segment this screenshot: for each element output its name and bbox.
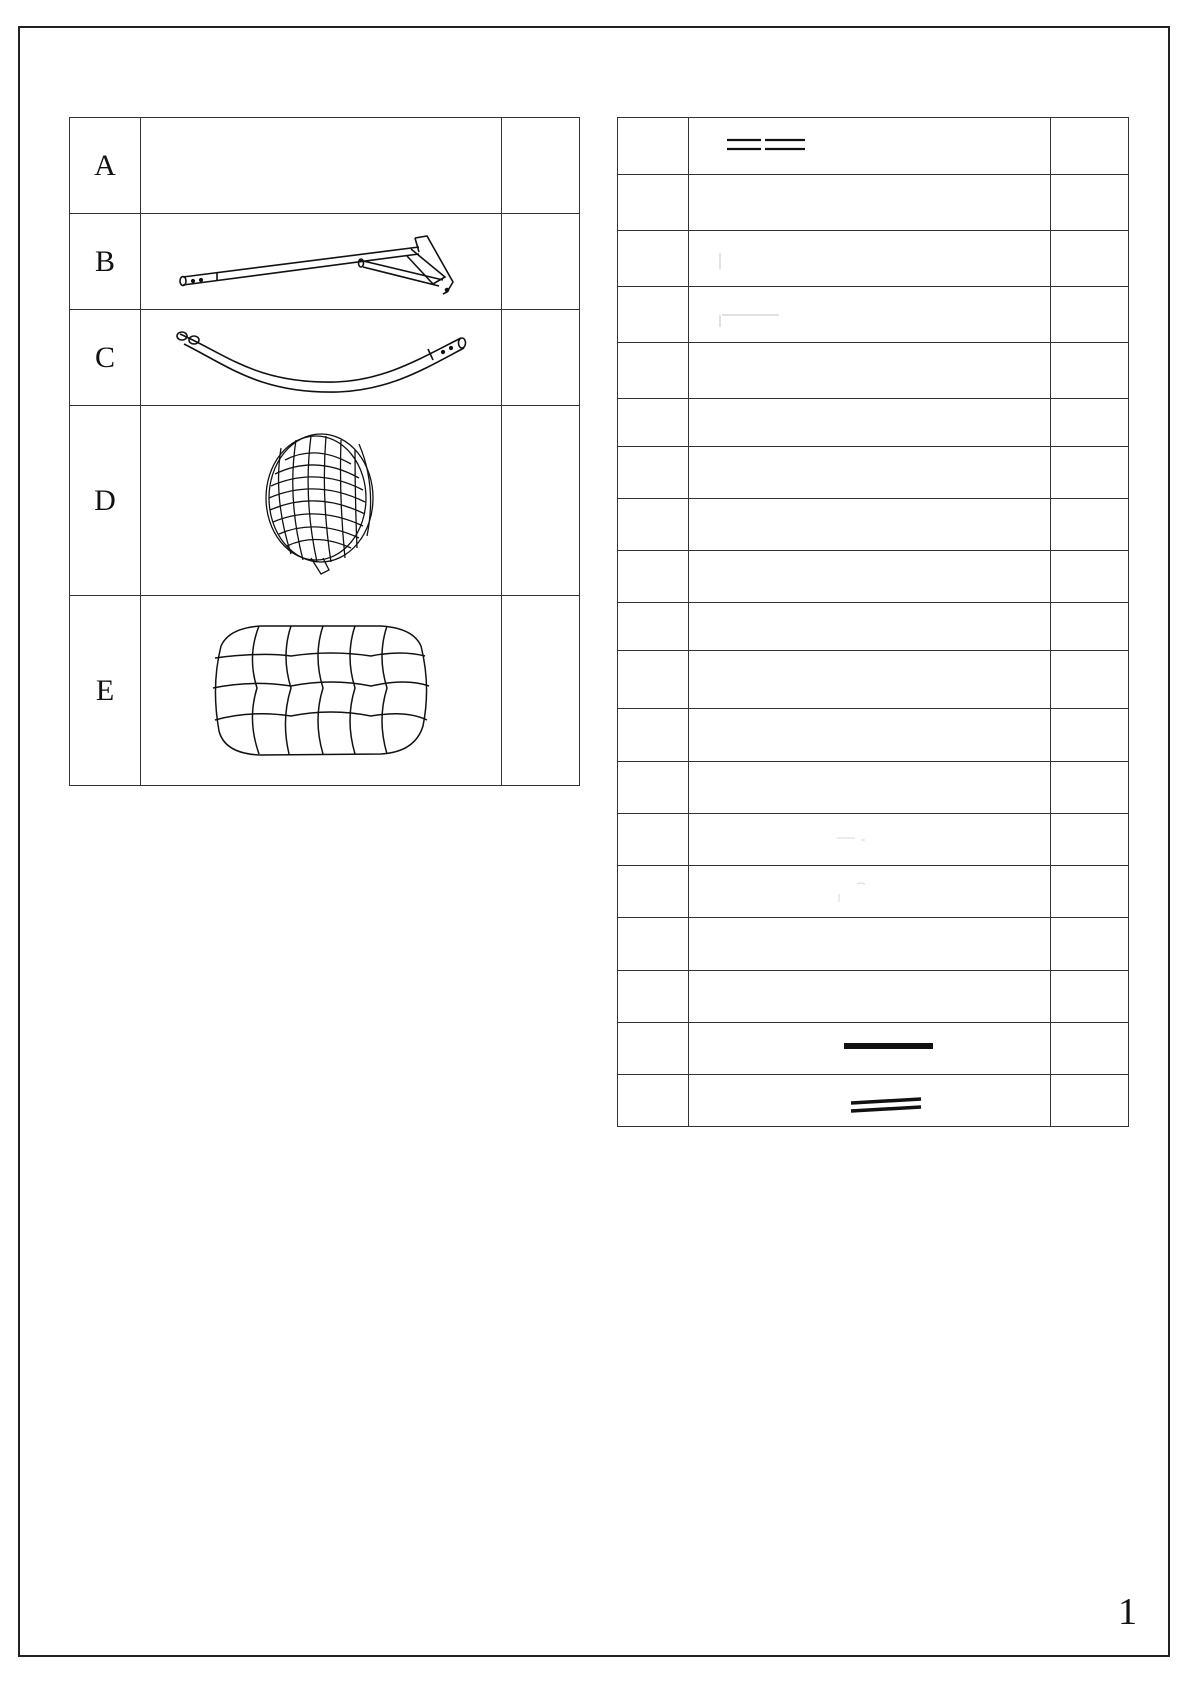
hardware-code bbox=[618, 814, 689, 866]
hardware-row bbox=[618, 918, 1129, 971]
hardware-code bbox=[618, 971, 689, 1023]
hardware-qty bbox=[1051, 343, 1129, 399]
hardware-qty bbox=[1051, 499, 1129, 551]
rattan-egg-chair-icon bbox=[251, 426, 391, 576]
hardware-row bbox=[618, 175, 1129, 231]
hardware-row bbox=[618, 651, 1129, 709]
hardware-table bbox=[617, 117, 1129, 1127]
hardware-row bbox=[618, 762, 1129, 814]
hardware-image bbox=[689, 971, 1051, 1023]
part-letter: A bbox=[70, 118, 141, 214]
page-number: 1 bbox=[1118, 1591, 1137, 1633]
hardware-row bbox=[618, 399, 1129, 447]
part-qty bbox=[502, 596, 580, 786]
faint-mark-icon bbox=[689, 872, 1050, 912]
hardware-qty bbox=[1051, 971, 1129, 1023]
hardware-code bbox=[618, 1023, 689, 1075]
hardware-image bbox=[689, 343, 1051, 399]
hardware-image bbox=[689, 709, 1051, 762]
hardware-qty bbox=[1051, 175, 1129, 231]
bracket-arm-icon bbox=[171, 222, 471, 302]
hardware-row bbox=[618, 231, 1129, 287]
tufted-cushion-icon bbox=[201, 616, 441, 766]
hardware-code bbox=[618, 447, 689, 499]
hardware-code bbox=[618, 175, 689, 231]
curved-tube-icon bbox=[166, 318, 476, 398]
hardware-image bbox=[689, 603, 1051, 651]
hardware-qty bbox=[1051, 1023, 1129, 1075]
hardware-code bbox=[618, 343, 689, 399]
hardware-image bbox=[689, 399, 1051, 447]
hardware-image bbox=[689, 447, 1051, 499]
hardware-qty bbox=[1051, 231, 1129, 287]
part-row-b bbox=[70, 214, 580, 310]
part-letter: E bbox=[70, 596, 141, 786]
hardware-row bbox=[618, 1075, 1129, 1127]
hardware-qty bbox=[1051, 866, 1129, 918]
hardware-row bbox=[618, 447, 1129, 499]
hardware-row bbox=[618, 709, 1129, 762]
part-letter: B bbox=[70, 214, 141, 310]
hardware-image bbox=[689, 499, 1051, 551]
double-bar-icon bbox=[689, 126, 1050, 166]
hardware-code bbox=[618, 651, 689, 709]
hardware-image bbox=[689, 175, 1051, 231]
hardware-code bbox=[618, 1075, 689, 1127]
hardware-qty bbox=[1051, 651, 1129, 709]
hardware-qty bbox=[1051, 287, 1129, 343]
hardware-row bbox=[618, 499, 1129, 551]
part-row-e bbox=[70, 596, 580, 786]
hardware-image bbox=[689, 762, 1051, 814]
hardware-code bbox=[618, 709, 689, 762]
part-row-a bbox=[70, 118, 580, 214]
hardware-row bbox=[618, 971, 1129, 1023]
hardware-row bbox=[618, 814, 1129, 866]
hardware-row bbox=[618, 866, 1129, 918]
hardware-qty bbox=[1051, 814, 1129, 866]
hardware-code bbox=[618, 866, 689, 918]
hardware-row bbox=[618, 603, 1129, 651]
hardware-code bbox=[618, 287, 689, 343]
hardware-image bbox=[689, 651, 1051, 709]
hardware-qty bbox=[1051, 918, 1129, 971]
hardware-code bbox=[618, 762, 689, 814]
hardware-row bbox=[618, 343, 1129, 399]
faint-mark-icon bbox=[689, 820, 1050, 860]
hardware-row bbox=[618, 118, 1129, 175]
part-row-c bbox=[70, 310, 580, 406]
hardware-qty bbox=[1051, 447, 1129, 499]
hardware-code bbox=[618, 551, 689, 603]
hardware-row bbox=[618, 551, 1129, 603]
thick-bar-icon bbox=[689, 1029, 1050, 1069]
part-qty bbox=[502, 214, 580, 310]
hardware-row bbox=[618, 1023, 1129, 1075]
part-image-empty bbox=[141, 118, 502, 214]
part-letter: C bbox=[70, 310, 141, 406]
part-row-d bbox=[70, 406, 580, 596]
faint-mark-icon bbox=[689, 295, 1050, 335]
hardware-qty bbox=[1051, 1075, 1129, 1127]
hardware-code bbox=[618, 918, 689, 971]
hardware-image bbox=[689, 918, 1051, 971]
hardware-qty bbox=[1051, 709, 1129, 762]
part-qty bbox=[502, 310, 580, 406]
part-letter: D bbox=[70, 406, 141, 596]
part-qty bbox=[502, 406, 580, 596]
hardware-code bbox=[618, 399, 689, 447]
hardware-qty bbox=[1051, 603, 1129, 651]
part-qty bbox=[502, 118, 580, 214]
hardware-code bbox=[618, 231, 689, 287]
faint-mark-icon bbox=[689, 239, 1050, 279]
hardware-qty bbox=[1051, 762, 1129, 814]
angled-double-bar-icon bbox=[689, 1081, 1050, 1121]
hardware-qty bbox=[1051, 551, 1129, 603]
hardware-image bbox=[689, 551, 1051, 603]
parts-table bbox=[69, 117, 580, 786]
hardware-code bbox=[618, 118, 689, 175]
hardware-qty bbox=[1051, 118, 1129, 175]
hardware-row bbox=[618, 287, 1129, 343]
hardware-code bbox=[618, 499, 689, 551]
hardware-qty bbox=[1051, 399, 1129, 447]
hardware-code bbox=[618, 603, 689, 651]
